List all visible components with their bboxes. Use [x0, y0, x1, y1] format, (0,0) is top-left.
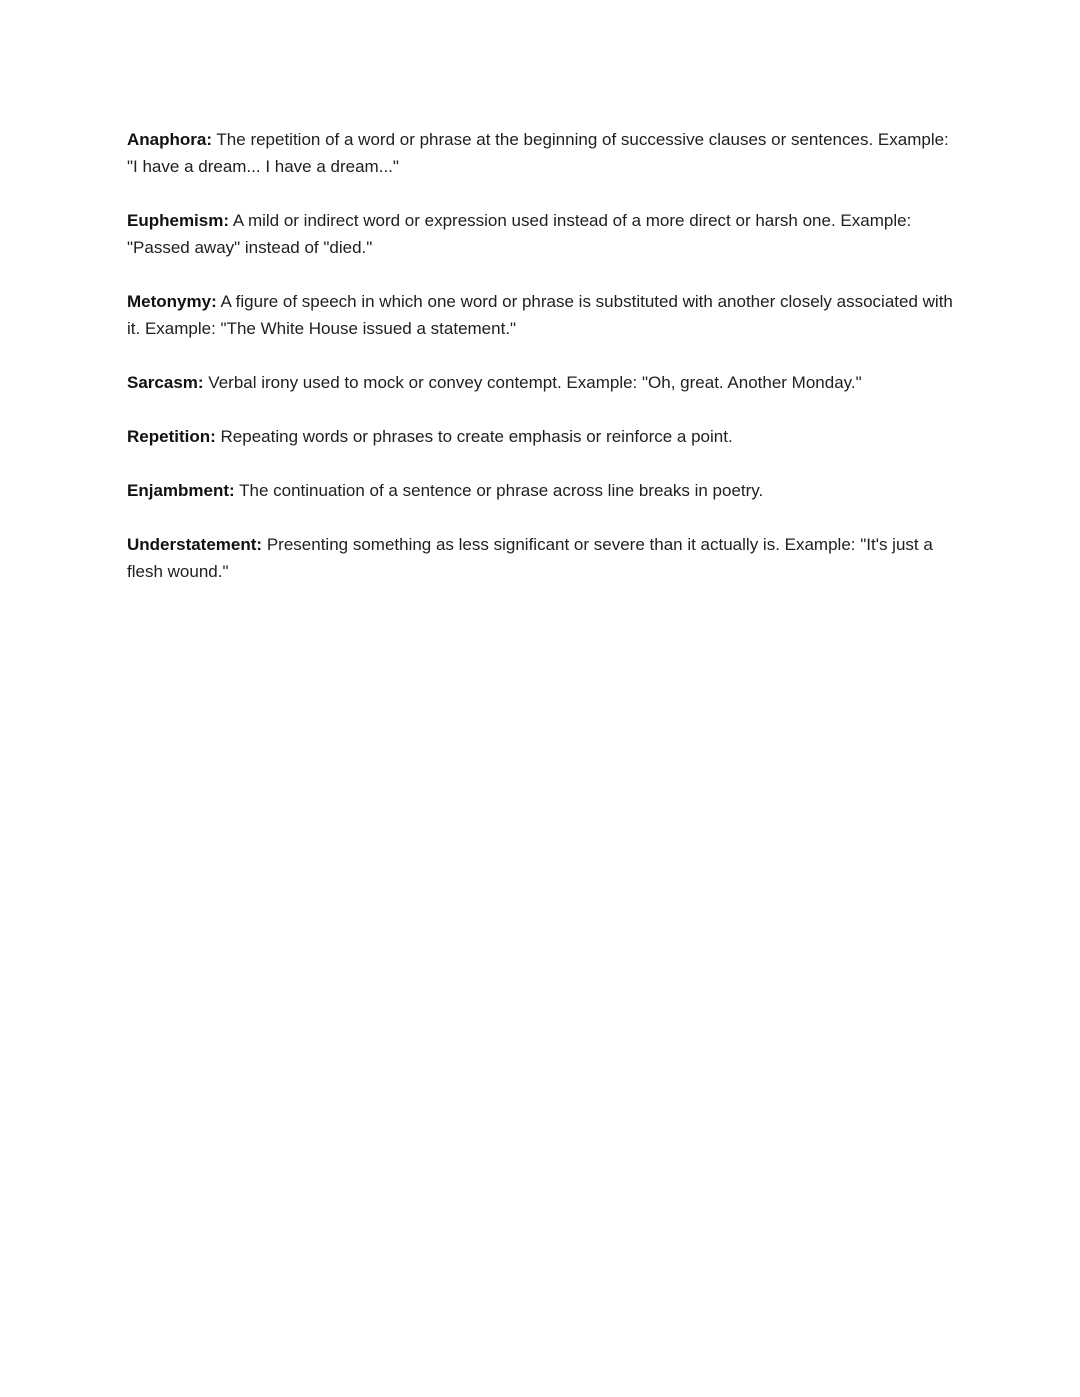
term-label: Understatement:: [127, 535, 263, 554]
definition-text: The continuation of a sentence or phrase across line breaks in poetry.: [239, 481, 764, 500]
term-label: Metonymy:: [127, 292, 217, 311]
definition-text: Repeating words or phrases to create emphasis or reinforce a point.: [220, 427, 733, 446]
definition-text: A mild or indirect word or expression used instead of a more direct or harsh one. Example: "Passed away" instead of "died.": [127, 211, 912, 257]
definition-text: Verbal irony used to mock or convey contempt. Example: "Oh, great. Another Monday.": [208, 373, 862, 392]
entry-understatement: [127, 531, 957, 585]
term-label: Anaphora:: [127, 130, 212, 149]
entry-sarcasm: [127, 369, 957, 396]
document-page: [127, 126, 957, 612]
term-label: Sarcasm:: [127, 373, 204, 392]
definition-text: The repetition of a word or phrase at the beginning of successive clauses or sentences. Example: "I have a dream... I have a dream...": [127, 130, 949, 176]
entry-anaphora: [127, 126, 957, 180]
term-label: Enjambment:: [127, 481, 235, 500]
definition-text: Presenting something as less significant or severe than it actually is. Example: "It's just a flesh wound.": [127, 535, 933, 581]
entry-euphemism: [127, 207, 957, 261]
entry-enjambment: [127, 477, 957, 504]
term-label: Repetition:: [127, 427, 216, 446]
term-label: Euphemism:: [127, 211, 230, 230]
entry-metonymy: [127, 288, 957, 342]
entry-repetition: [127, 423, 957, 450]
definition-text: A figure of speech in which one word or phrase is substituted with another closely associated with it. Example: "The White House issued a statement.": [127, 292, 953, 338]
